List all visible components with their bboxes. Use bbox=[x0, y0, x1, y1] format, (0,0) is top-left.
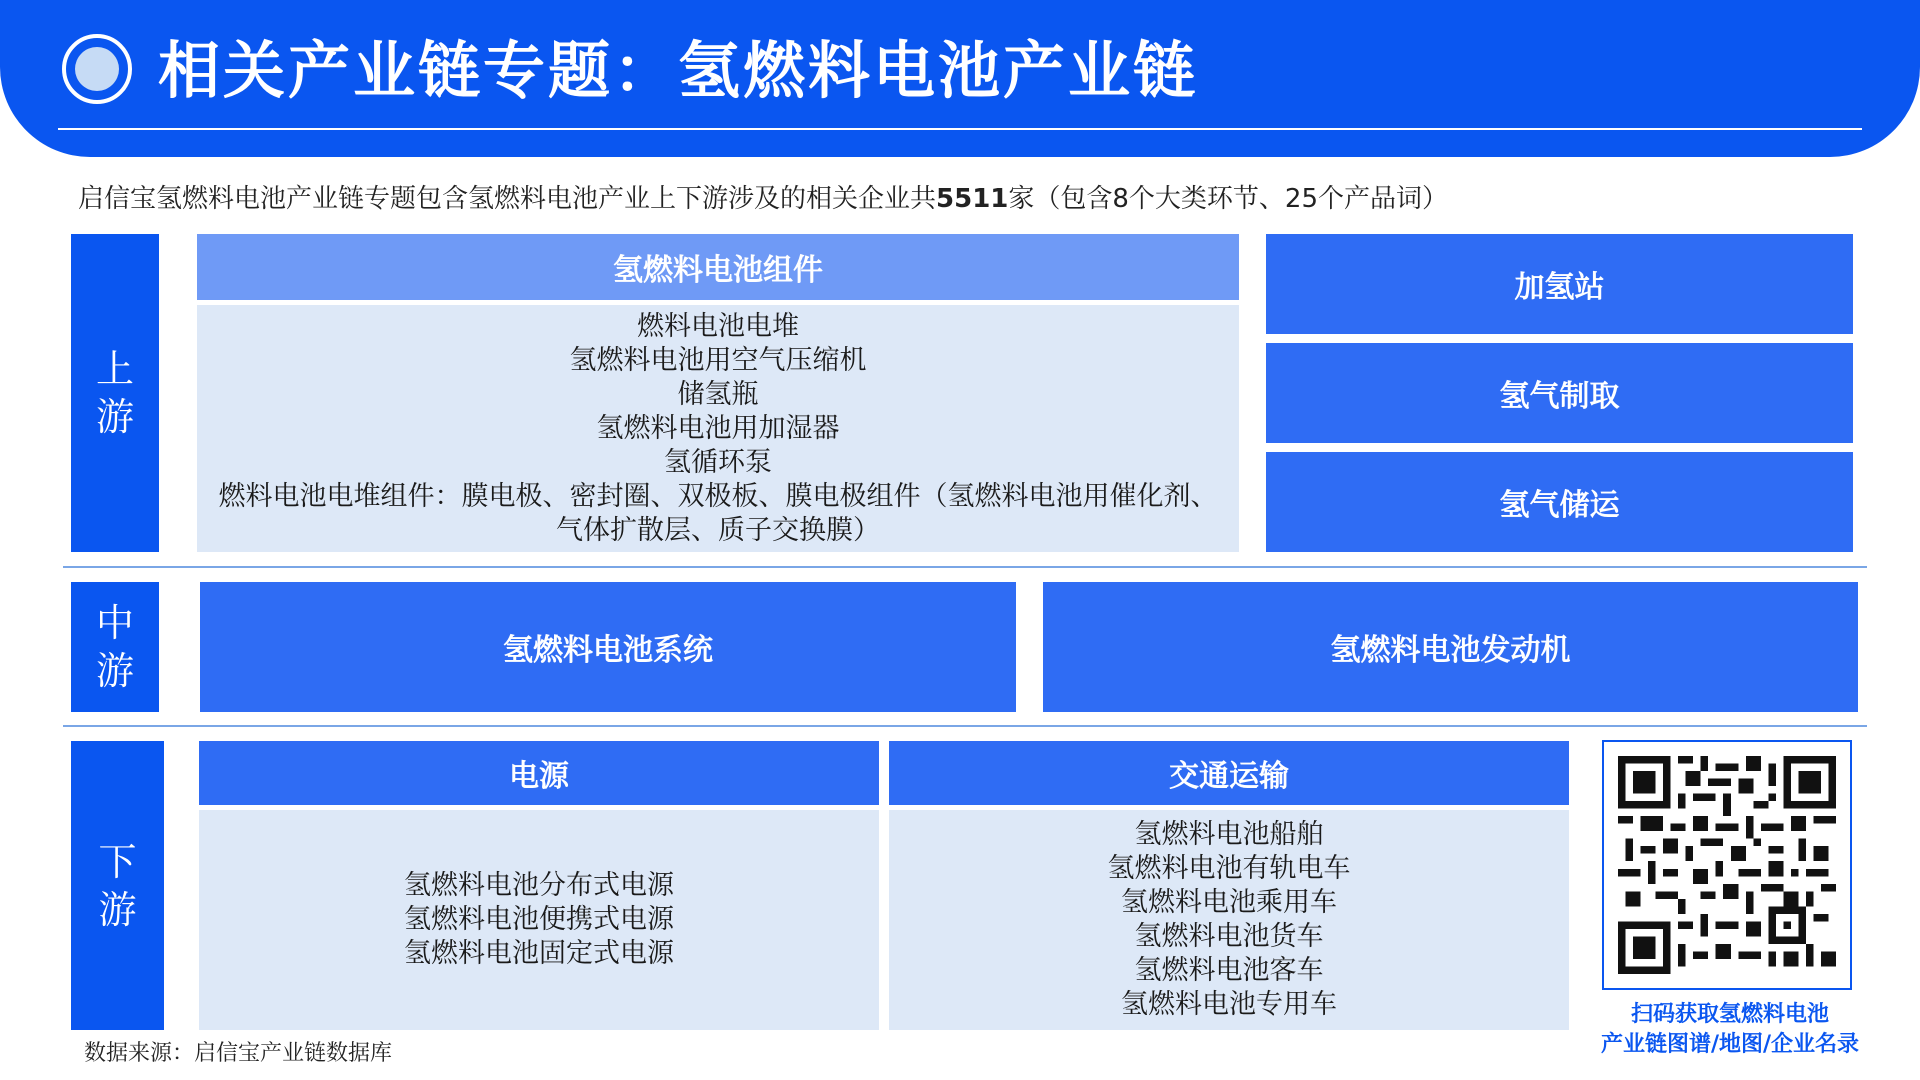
intro-prefix: 启信宝氢燃料电池产业链专题包含氢燃料电池产业上下游涉及的相关企业共 bbox=[78, 184, 937, 214]
transport-title: 交通运输 bbox=[1169, 759, 1289, 794]
box-hydrogen-station bbox=[1266, 234, 1853, 334]
component-item: 氢燃料电池用空气压缩机 bbox=[569, 344, 867, 376]
intro-suffix: 家（包含8个大类环节、25个产品词） bbox=[1008, 184, 1449, 214]
transport-item: 氢燃料电池有轨电车 bbox=[1107, 853, 1351, 884]
intro-text bbox=[78, 180, 1448, 218]
component-item: 储氢瓶 bbox=[677, 378, 759, 410]
power-panel bbox=[199, 810, 879, 1030]
stage-upstream bbox=[71, 234, 159, 552]
component-item: 氢循环泵 bbox=[664, 446, 772, 478]
components-header bbox=[197, 234, 1239, 300]
transport-panel bbox=[889, 810, 1569, 1030]
stage-downstream bbox=[71, 741, 164, 1030]
box-hydrogen-production bbox=[1266, 343, 1853, 443]
power-header bbox=[199, 741, 879, 805]
data-source: 数据来源：启信宝产业链数据库 bbox=[84, 1041, 393, 1066]
transport-item: 氢燃料电池船舶 bbox=[1134, 819, 1324, 850]
divider-upper bbox=[63, 566, 1867, 568]
box-hydrogen-station-label: 加氢站 bbox=[1514, 270, 1605, 305]
circle-icon bbox=[62, 34, 132, 104]
qr-code-icon bbox=[1618, 756, 1836, 974]
component-item: 燃料电池电堆组件：膜电极、密封圈、双极板、膜电极组件（氢燃料电池用催化剂、 bbox=[218, 480, 1218, 512]
component-item: 燃料电池电堆 bbox=[637, 310, 799, 342]
component-item: 氢燃料电池用加湿器 bbox=[596, 412, 840, 444]
power-item: 氢燃料电池固定式电源 bbox=[404, 938, 674, 969]
stage-midstream bbox=[71, 582, 159, 712]
transport-item: 氢燃料电池专用车 bbox=[1121, 989, 1337, 1020]
transport-item: 氢燃料电池货车 bbox=[1134, 921, 1324, 952]
power-item: 氢燃料电池便携式电源 bbox=[404, 904, 674, 935]
component-item: 气体扩散层、质子交换膜） bbox=[556, 514, 880, 546]
qr-caption bbox=[1580, 1000, 1880, 1060]
company-count: 5511 bbox=[936, 184, 1009, 214]
transport-header bbox=[889, 741, 1569, 805]
divider-lower bbox=[63, 725, 1867, 727]
stage-upstream-label: 上游 bbox=[95, 347, 134, 439]
power-item: 氢燃料电池分布式电源 bbox=[404, 870, 674, 901]
qr-caption-line2: 产业链图谱/地图/企业名录 bbox=[1600, 1032, 1860, 1057]
box-hydrogen-storage-label: 氢气储运 bbox=[1499, 488, 1620, 523]
qr-code[interactable] bbox=[1602, 740, 1852, 990]
header-banner bbox=[0, 0, 1920, 157]
header-divider bbox=[58, 128, 1862, 130]
qr-caption-line1: 扫码获取氢燃料电池 bbox=[1630, 1002, 1829, 1027]
power-title: 电源 bbox=[509, 759, 569, 794]
stage-midstream-label: 中游 bbox=[95, 601, 134, 693]
box-fuel-cell-engine bbox=[1043, 582, 1858, 712]
box-fuel-cell-system bbox=[200, 582, 1016, 712]
box-hydrogen-storage bbox=[1266, 452, 1853, 552]
transport-item: 氢燃料电池乘用车 bbox=[1121, 887, 1337, 918]
box-fuel-cell-engine-label: 氢燃料电池发动机 bbox=[1330, 633, 1571, 668]
components-panel bbox=[197, 305, 1239, 552]
page-title: 相关产业链专题：氢燃料电池产业链 bbox=[158, 34, 1199, 107]
components-title: 氢燃料电池组件 bbox=[613, 253, 823, 288]
stage-downstream-label: 下游 bbox=[98, 839, 137, 932]
transport-item: 氢燃料电池客车 bbox=[1134, 955, 1324, 986]
box-hydrogen-production-label: 氢气制取 bbox=[1499, 379, 1620, 414]
box-fuel-cell-system-label: 氢燃料电池系统 bbox=[503, 633, 713, 668]
